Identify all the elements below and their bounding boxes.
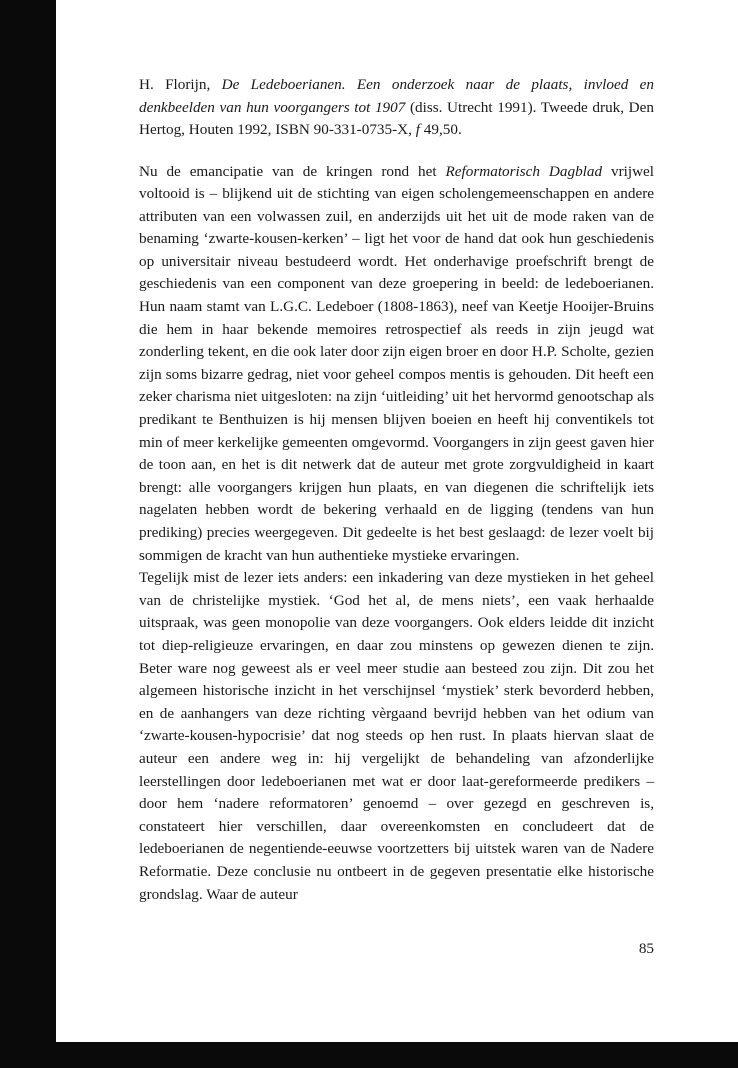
review-paragraph-1 [139, 161, 654, 568]
citation-price: 49,50. [419, 121, 462, 138]
scan-border-left [0, 0, 56, 1068]
citation-price-symbol: f [415, 121, 420, 138]
review-paragraph-2: Tegelijk mist de lezer iets anders: een inkadering van deze mystieken in het geheel van de christelijke mystiek. ‘God het al, de mens niets’, een vaak herhaalde uitspraak, was geen monopolie van deze voorgangers. Ook elders leidde dit inzicht tot diep-religieuze ervaringen, en daar zou minstens op gewezen dienen te zijn. Beter ware nog geweest als er veel meer studie aan besteed zou zijn. Dit zou het algemeen historische inzicht in het verschijnsel ‘mystiek’ sterk bevorderd hebben, en de aanhangers van deze richting vèrgaand bevrijd hebben van het odium van ‘zwarte-kousen-hypocrisie’ dat nog steeds op hen rust. In plaats hiervan slaat de auteur een andere weg in: hij vergelijkt de behandeling van afzonderlijke leerstellingen door ledeboerianen met wat er door laat-gereformeerde predikers – door hem ‘nadere reformatoren’ genoemd – over gezegd en geschreven is, constateert hier verschillen, daar overeenkomsten en concludeert dat de ledeboerianen de negentiende-eeuwse voortzetters bij uitstek waren van de Nadere Reformatie. Deze conclusie nu ontbeert in de gegeven presentatie elke historische grondslag. Waar de auteur [139, 569, 654, 903]
page-number: 85 [638, 940, 654, 957]
book-citation [139, 74, 654, 142]
citation-title: De Ledeboerianen. Een onderzoek naar de plaats, invloed en denkbeelden van hun voorgangers tot 1907 [139, 76, 654, 116]
newspaper-title: Reformatorisch Dagblad [445, 162, 603, 180]
paragraph-1-part-1: Nu de emancipatie van de kringen rond het [139, 162, 446, 180]
document-page [139, 74, 654, 906]
citation-details: (diss. Utrecht 1991). Tweede druk, Den Hertog, Houten 1992, ISBN 90-331-0735-X, [139, 98, 654, 138]
citation-author: H. Florijn, [139, 76, 222, 93]
scan-border-bottom [56, 1042, 738, 1068]
paragraph-1-part-2: vrijwel voltooid is – blijkend uit de stichting van eigen scholengemeenschappen en andere attributen van een volwassen zuil, en anderzijds uit het uit de mode raken van de benaming ‘zwarte-kousen-kerken’ – ligt het voor de hand dat ook hun geschiedenis op universitair niveau bestudeerd wordt. Het onderhavige proefschrift brengt de geschiedenis van een component van deze groepering in beeld: de ledeboerianen. Hun naam stamt van L.G.C. Ledeboer (1808-1863), neef van Keetje Hooijer-Bruins die hem in haar bekende memoires retrospectief als reeds in zijn jeugd wat zonderling tekent, en die ook later door zijn eigen broer en door H.P. Scholte, gezien zijn soms bizarre gedrag, niet voor geheel compos mentis is gehouden. Dit heeft een zeker charisma niet uitgesloten: na zijn ‘uitleiding’ uit het hervormd genootschap als predikant te Benthuizen is hij mensen blijven boeien en heeft hij conventikels tot min of meer kerkelijke gemeenten omgevormd. Voorgangers in zijn geest gaven hier de toon aan, en het is dit netwerk dat de auteur met grote zorgvuldigheid in kaart brengt: alle voorgangers krijgen hun plaats, en van diegenen die schriftelijk iets nagelaten hebben wordt de bekering verhaald en de ligging (tendens van hun prediking) precies weergegeven. Dit gedeelte is het best geslaagd: de lezer voelt bij sommigen de kracht van hun authentieke mystieke ervaringen. [139, 162, 654, 564]
